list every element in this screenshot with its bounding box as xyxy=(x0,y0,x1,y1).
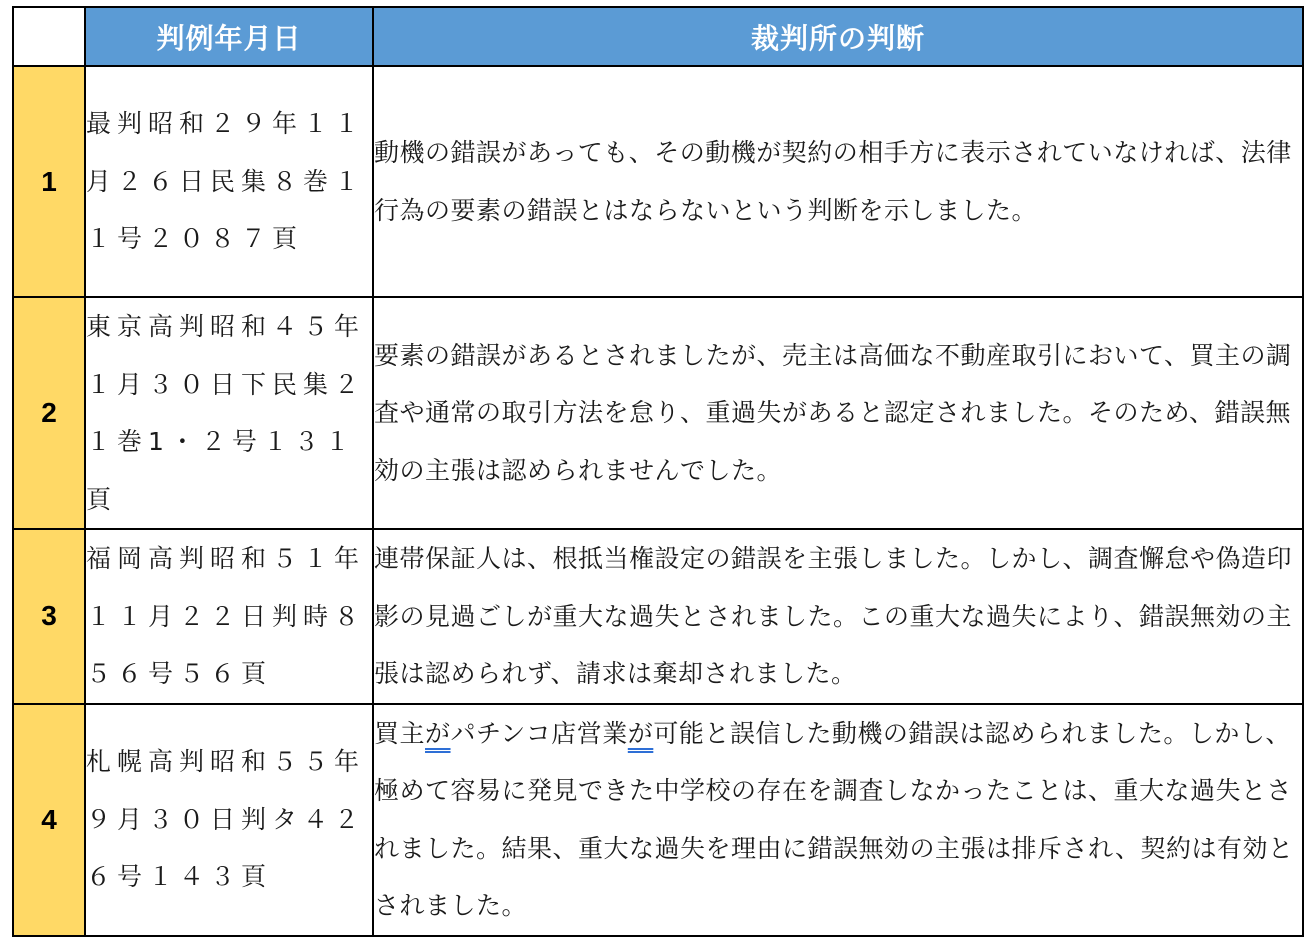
case-date: 東京高判昭和４５年１月３０日下民集２１巻1・２号１３１頁 xyxy=(85,297,373,529)
judgment-text: 買主 xyxy=(374,718,426,748)
table-row xyxy=(13,297,1303,529)
judgment-text: パチンコ店営業 xyxy=(450,718,628,748)
table-row xyxy=(13,529,1303,704)
row-number: 2 xyxy=(13,297,85,529)
table-row xyxy=(13,66,1303,297)
case-judgment: 動機の錯誤があっても、その動機が契約の相手方に表示されていなければ、法律行為の要素の錯誤とはならないという判断を示しました。 xyxy=(373,66,1303,297)
header-date: 判例年月日 xyxy=(85,7,373,66)
judgment-text: 可能と誤信した動機の錯誤は認められました。しかし、極めて容易に発見できた中学校の存在を調査しなかったことは、重大な過失とされました。結果、重大な過失を理由に錯誤無効の主張は排斥され、契約は有効とされました。 xyxy=(374,718,1294,920)
case-table xyxy=(12,6,1304,937)
spellcheck-flag[interactable]: が xyxy=(425,718,451,748)
spellcheck-flag[interactable]: が xyxy=(627,718,654,748)
table-row xyxy=(13,704,1303,936)
row-number: 3 xyxy=(13,529,85,704)
header-blank-cell xyxy=(13,7,85,66)
case-judgment xyxy=(373,704,1303,936)
case-date: 札幌高判昭和５５年９月３０日判タ４２６号１４３頁 xyxy=(85,704,373,936)
header-judgment: 裁判所の判断 xyxy=(373,7,1303,66)
row-number: 1 xyxy=(13,66,85,297)
case-judgment: 連帯保証人は、根抵当権設定の錯誤を主張しました。しかし、調査懈怠や偽造印影の見過ごしが重大な過失とされました。この重大な過失により、錯誤無効の主張は認められず、請求は棄却されました。 xyxy=(373,529,1303,704)
case-judgment: 要素の錯誤があるとされましたが、売主は高価な不動産取引において、買主の調査や通常の取引方法を怠り、重過失があると認定されました。そのため、錯誤無効の主張は認められませんでした。 xyxy=(373,297,1303,529)
header-row xyxy=(13,7,1303,66)
case-date: 福岡高判昭和５１年１１月２２日判時８５６号５６頁 xyxy=(85,529,373,704)
row-number: 4 xyxy=(13,704,85,936)
case-date: 最判昭和２９年１１月２６日民集８巻１１号２０８７頁 xyxy=(85,66,373,297)
